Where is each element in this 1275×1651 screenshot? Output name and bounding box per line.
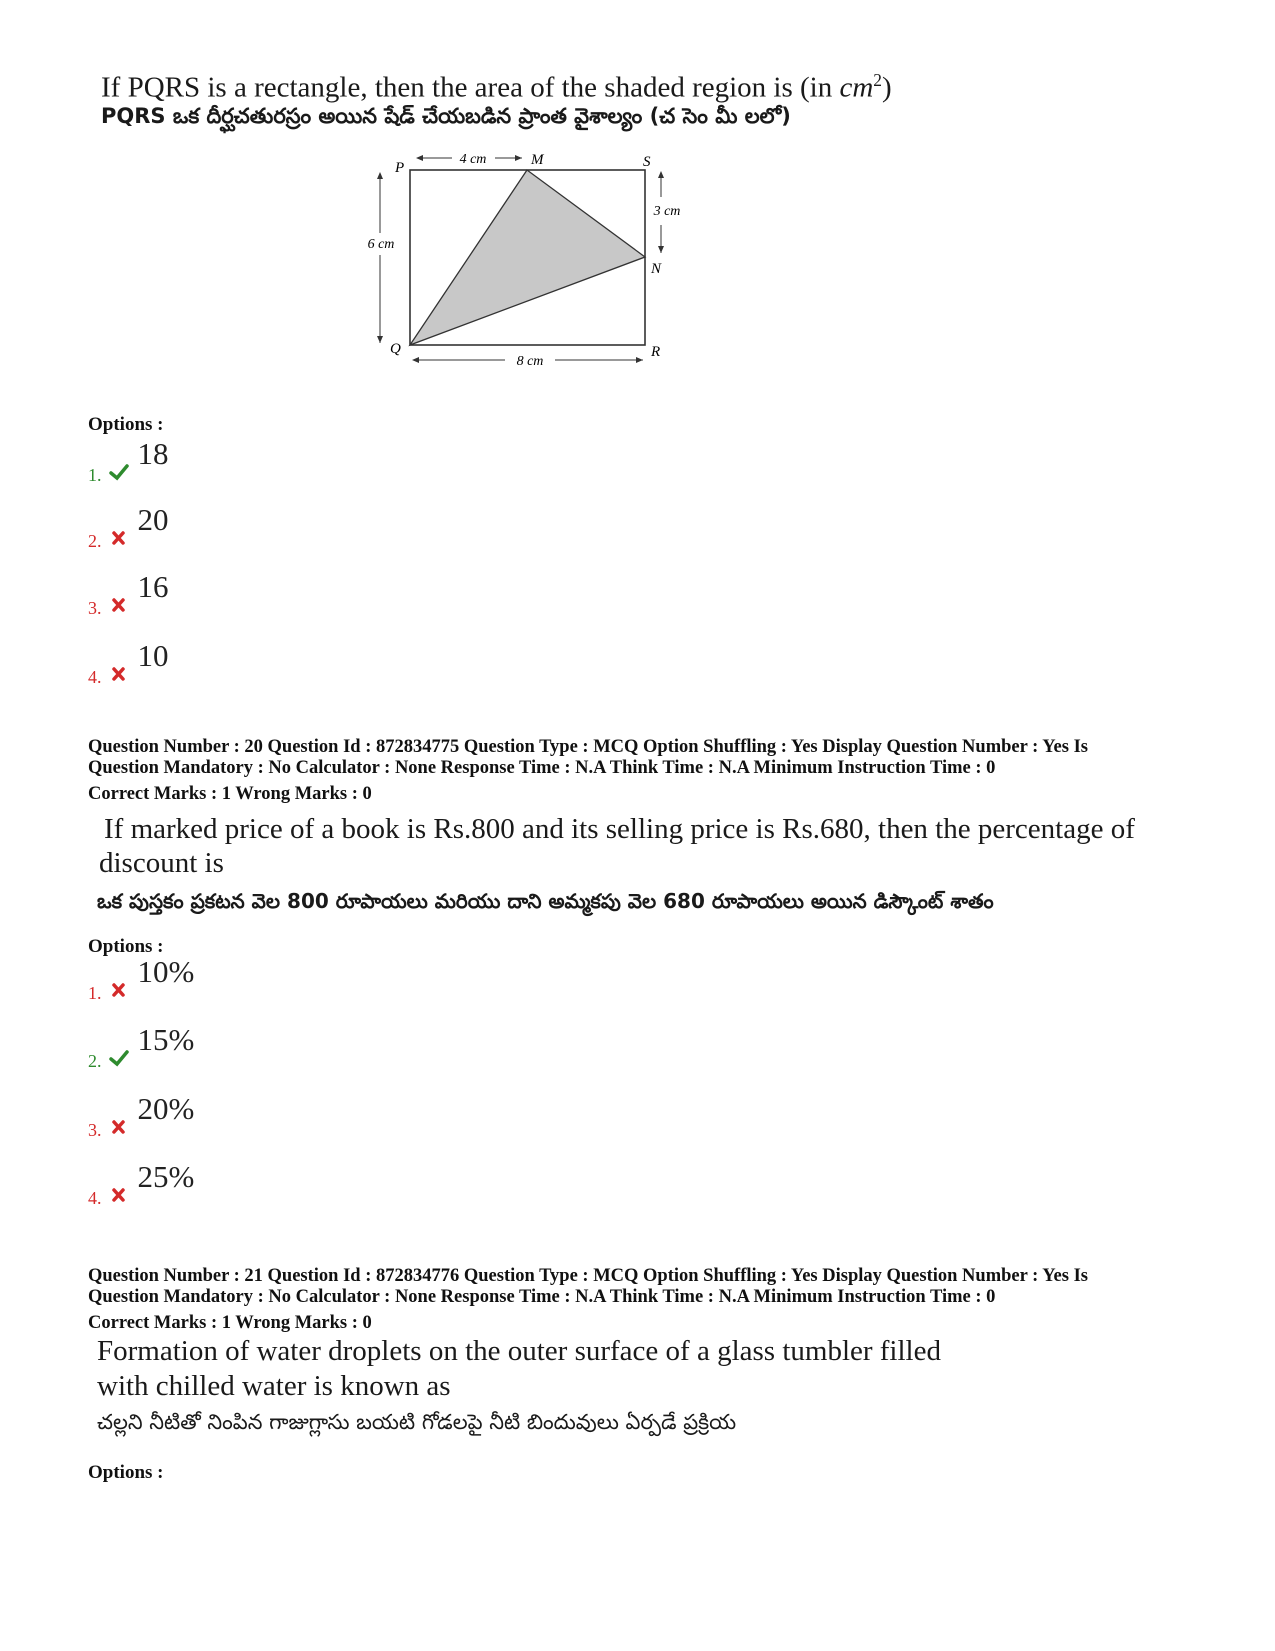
cross-icon xyxy=(108,664,130,684)
q20-option-1[interactable] xyxy=(88,954,195,1003)
q21-question-en-line2: with chilled water is known as xyxy=(97,1370,451,1402)
q20-question-te: ఒక పుస్తకం ప్రకటన వెల 800 రూపాయలు మరియు దాని అమ్మకపు వెల 680 రూపాయలు అయిన డిస్కౌంట్ శాతం xyxy=(97,889,994,913)
q20-meta-line2: Question Mandatory : No Calculator : None Response Time : N.A Think Time : N.A Minimum Instruction Time : 0 xyxy=(88,758,996,778)
option-value: 25% xyxy=(137,1159,195,1194)
dim-pq-label: 6 cm xyxy=(367,237,395,252)
q21-options-label: Options : xyxy=(88,1462,164,1483)
option-number: 2. xyxy=(88,531,102,551)
q19-unit-sup: 2 xyxy=(873,70,882,90)
q20-marks: Correct Marks : 1 Wrong Marks : 0 xyxy=(88,784,372,804)
check-icon xyxy=(108,462,130,482)
option-value: 16 xyxy=(137,569,169,604)
option-number: 3. xyxy=(88,598,102,618)
q19-question-en-text: If PQRS is a rectangle, then the area of the shaded region is (in xyxy=(101,71,840,104)
q19-paren-close: ) xyxy=(882,71,892,104)
option-value: 20 xyxy=(137,502,169,537)
q19-option-3[interactable] xyxy=(88,569,169,618)
option-number: 4. xyxy=(88,667,102,687)
cross-icon xyxy=(108,980,130,1000)
q19-question-te: PQRS ఒక దీర్ఘచతురస్రం అయిన షేడ్ చేయబడిన ప్రాంత వైశాల్యం (చ సెం మీ లలో) xyxy=(101,104,791,128)
option-number: 1. xyxy=(88,983,102,1003)
q21-meta-line1: Question Number : 21 Question Id : 872834776 Question Type : MCQ Option Shuffling : Yes Display Question Number : Yes Is xyxy=(88,1266,1088,1286)
q21-marks: Correct Marks : 1 Wrong Marks : 0 xyxy=(88,1313,372,1333)
dim-pm-label: 4 cm xyxy=(459,152,487,167)
q19-option-1[interactable] xyxy=(88,436,169,485)
dim-sn-label: 3 cm xyxy=(653,204,681,219)
vertex-s-label: S xyxy=(643,154,651,170)
q20-option-2[interactable] xyxy=(88,1022,195,1071)
q19-unit: cm xyxy=(839,71,874,104)
option-value: 18 xyxy=(137,436,169,471)
option-value: 15% xyxy=(137,1022,195,1057)
cross-icon xyxy=(108,595,130,615)
cross-icon xyxy=(108,1185,130,1205)
vertex-q-label: Q xyxy=(390,341,401,357)
q20-options-label: Options : xyxy=(88,936,164,957)
q21-question-te: చల్లని నీటితో నింపిన గాజుగ్లాసు బయటి గోడలపై నీటి బిందువులు ఏర్పడే ప్రక్రియ xyxy=(97,1410,737,1434)
dim-qr-label: 8 cm xyxy=(516,354,544,369)
q21-question-en-line1: Formation of water droplets on the outer surface of a glass tumbler filled xyxy=(97,1335,941,1367)
q19-options-label: Options : xyxy=(88,414,164,435)
vertex-n-label: N xyxy=(651,261,662,277)
q21-meta-line2: Question Mandatory : No Calculator : None Response Time : N.A Think Time : N.A Minimum Instruction Time : 0 xyxy=(88,1287,996,1307)
vertex-m-label: M xyxy=(531,152,544,168)
q19-option-2[interactable] xyxy=(88,502,169,551)
shaded-triangle xyxy=(410,170,645,345)
q20-question-en-line2: discount is xyxy=(99,847,224,879)
cross-icon xyxy=(108,1117,130,1137)
q20-meta-line1: Question Number : 20 Question Id : 872834775 Question Type : MCQ Option Shuffling : Yes Display Question Number : Yes Is xyxy=(88,737,1088,757)
check-icon xyxy=(108,1048,130,1068)
option-value: 10 xyxy=(137,638,169,673)
vertex-p-label: P xyxy=(395,160,405,176)
q20-option-3[interactable] xyxy=(88,1091,195,1140)
q20-option-4[interactable] xyxy=(88,1159,195,1208)
q19-rectangle-figure xyxy=(355,145,715,375)
option-value: 20% xyxy=(137,1091,195,1126)
option-number: 2. xyxy=(88,1051,102,1071)
cross-icon xyxy=(108,528,130,548)
option-value: 10% xyxy=(137,954,195,989)
vertex-r-label: R xyxy=(651,344,661,360)
q20-question-en-line1: If marked price of a book is Rs.800 and its selling price is Rs.680, then the percentage of xyxy=(104,813,1135,845)
option-number: 4. xyxy=(88,1188,102,1208)
option-number: 1. xyxy=(88,465,102,485)
q19-option-4[interactable] xyxy=(88,638,169,687)
option-number: 3. xyxy=(88,1120,102,1140)
